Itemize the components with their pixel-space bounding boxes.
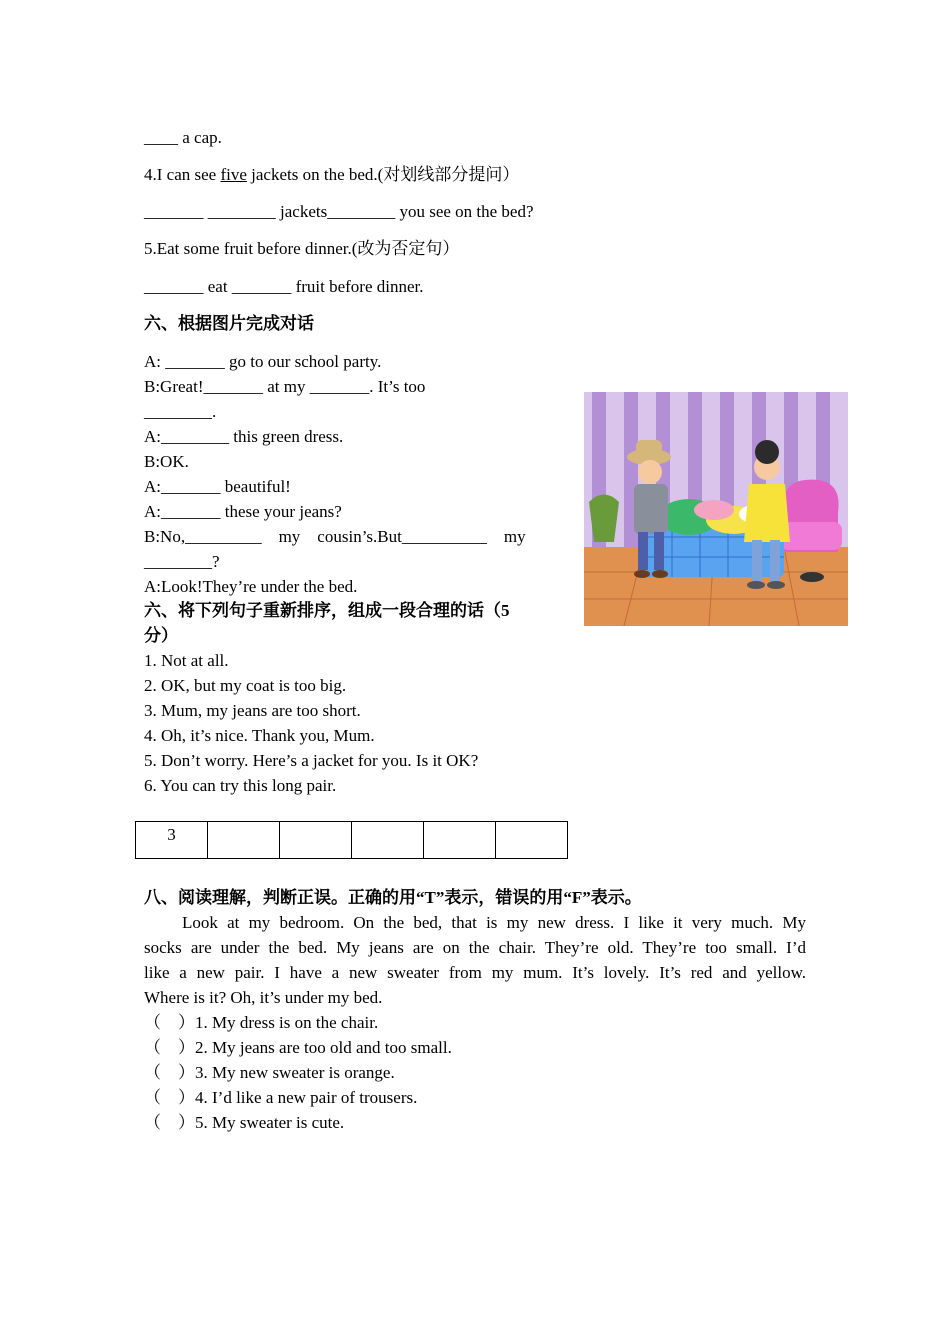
tf-question: （ ）4. I’d like a new pair of trousers. xyxy=(144,1088,418,1107)
underlined-word: five xyxy=(220,165,247,184)
dialogue-line: A:_______ these your jeans? xyxy=(144,502,342,521)
dialogue-line: A: _______ go to our school party. xyxy=(144,352,382,371)
question-5: 5.Eat some fruit before dinner.(改为否定句） xyxy=(144,239,460,258)
reorder-sentence: 4. Oh, it’s nice. Thank you, Mum. xyxy=(144,726,375,745)
bedroom-illustration xyxy=(584,392,848,626)
reorder-sentence: 1. Not at all. xyxy=(144,651,229,670)
dialogue-line: ________? xyxy=(144,552,220,571)
dialogue-line: A:________ this green dress. xyxy=(144,427,344,446)
tf-question: （ ）5. My sweater is cute. xyxy=(144,1113,345,1132)
question-5-answer-line: _______ eat _______ fruit before dinner. xyxy=(144,277,424,296)
reorder-sentence: 3. Mum, my jeans are too short. xyxy=(144,701,361,720)
answer-cell: 3 xyxy=(136,822,208,859)
tf-question: （ ）1. My dress is on the chair. xyxy=(144,1013,379,1032)
answer-cell[interactable] xyxy=(424,822,496,859)
reorder-sentence: 5. Don’t worry. Here’s a jacket for you. Is it OK? xyxy=(144,751,479,770)
reorder-sentence: 6. You can try this long pair. xyxy=(144,776,337,795)
section-eight-title: 八、阅读理解，判断正误。正确的用“T”表示，错误的用“F”表示。 xyxy=(144,888,642,907)
reorder-sentence: 2. OK, but my coat is too big. xyxy=(144,676,347,695)
dialogue-line: B:No,_________ my cousin’s.But__________ my xyxy=(144,527,526,546)
answer-cell[interactable] xyxy=(280,822,352,859)
tf-question: （ ）3. My new sweater is orange. xyxy=(144,1063,395,1082)
reorder-answer-table xyxy=(135,821,568,859)
answer-cell[interactable] xyxy=(352,822,424,859)
passage-line: Where is it? Oh, it’s under my bed. xyxy=(144,988,383,1007)
passage-line: like a new pair. I have a new sweater from my mum. It’s lovely. It’s red and yellow. xyxy=(144,963,806,982)
dialogue-line: A:_______ beautiful! xyxy=(144,477,291,496)
tf-question: （ ）2. My jeans are too old and too small. xyxy=(144,1038,452,1057)
question-4: 4.I can see five jackets on the bed.(对划线部分提问） xyxy=(144,165,520,184)
dialogue-line: A:Look!They’re under the bed. xyxy=(144,577,358,596)
dialogue-line: B:OK. xyxy=(144,452,189,471)
section-six-dialogue-title: 六、根据图片完成对话 xyxy=(144,314,314,333)
section-six-reorder-title-cont: 分） xyxy=(144,626,178,645)
dialogue-line: B:Great!_______ at my _______. It’s too xyxy=(144,377,426,396)
answer-cell[interactable] xyxy=(496,822,568,859)
question-4-answer-line: _______ ________ jackets________ you see on the bed? xyxy=(144,202,534,221)
sentence-3-answer-line: ____ a cap. xyxy=(144,128,222,147)
passage-line: Look at my bedroom. On the bed, that is my new dress. I like it very much. My xyxy=(182,913,806,932)
section-six-reorder-title: 六、将下列句子重新排序，组成一段合理的话（5 xyxy=(144,601,510,620)
passage-line: socks are under the bed. My jeans are on the chair. They’re old. They’re too small. I’d xyxy=(144,938,806,957)
answer-cell[interactable] xyxy=(208,822,280,859)
dialogue-line: ________. xyxy=(144,402,217,421)
